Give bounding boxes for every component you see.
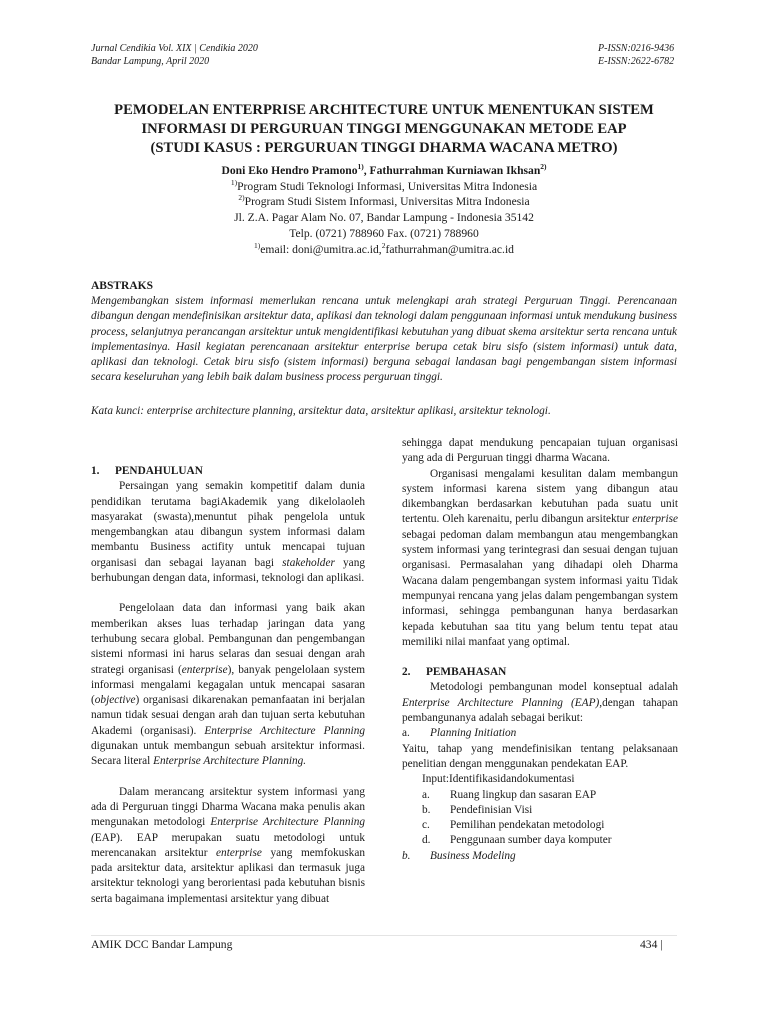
- email-sup-1: 1): [254, 240, 261, 250]
- journal-header: [91, 42, 258, 68]
- author-2: Fathurrahman Kurniawan Ikhsan: [369, 164, 541, 177]
- author-separator: ,: [363, 164, 370, 177]
- italic-term: enterprise: [632, 513, 678, 526]
- text-run: yang memfokuskan pada arsitektur data, arsitektur aplikasi dan termasuk juga arsitektur teknologi yang berorientasi pada kebutuhan bisnis serta bagaimana implementasi arsitektur yang dibuat: [91, 846, 365, 905]
- email-2: fathurrahman@umitra.ac.id: [385, 242, 514, 256]
- left-column: [91, 464, 365, 907]
- text-run: Organisasi mengalami kesulitan dalam membangun system informasi karena sistem yang dibangun atau dikembangkan berdasarkan kebutuhan pada suatu unit tertentu. Oleh karenaitu, perlu dibangun arsitektur: [402, 467, 678, 526]
- issn-print: P-ISSN:0216-9436: [598, 43, 675, 54]
- right-column: [402, 436, 678, 864]
- sub-list: [402, 788, 678, 849]
- section-heading-pendahuluan: [91, 464, 365, 479]
- list-text: Planning Initiation: [430, 727, 517, 740]
- paragraph: [402, 467, 678, 651]
- paragraph: [402, 680, 678, 726]
- footer-institution: AMIK DCC Bandar Lampung: [91, 938, 233, 951]
- affiliation-2: [60, 194, 708, 210]
- author-names: [60, 163, 708, 179]
- list-text: Penggunaan sumber daya komputer: [450, 834, 612, 847]
- address: Jl. Z.A. Pagar Alam No. 07, Bandar Lampung - Indonesia 35142: [234, 211, 534, 225]
- list-text: Pendefinisian Visi: [450, 803, 533, 816]
- sub-list-item: [422, 788, 678, 803]
- list-marker: b.: [422, 803, 431, 816]
- email-sup-2: 2: [381, 240, 386, 250]
- affiliation-2-sup: 2): [238, 193, 245, 203]
- italic-term: Enterprise Architecture Planning.: [153, 755, 307, 768]
- italic-term: enterprise: [216, 846, 262, 859]
- italic-term: objective: [94, 694, 136, 707]
- email-line: [60, 242, 708, 258]
- list-marker: d.: [422, 834, 431, 847]
- author-block: [60, 163, 708, 257]
- text-run: Pengelolaan data dan informasi yang baik akan memberikan akses luas terhadap jaringan data yang terhubung secara global. Pembangunan dan pengembangan sistemi nformasi ini harus selaras dan sesuai dengan arah strategi organisasi (: [91, 602, 365, 676]
- issn-block: [598, 42, 674, 68]
- paper-title: PEMODELAN ENTERPRISE ARCHITECTURE UNTUK MENENTUKAN SISTEM INFORMASI DI PERGURUAN TINGGI MENGGUNAKAN METODE EAP (STUDI KASUS : PERGURUAN TINGGI DHARMA WACANA METRO): [114, 102, 654, 156]
- list-text: Pemilihan pendekatan metodologi: [450, 819, 605, 832]
- section-number: 2.: [402, 666, 411, 679]
- affiliation-1-sup: 1): [230, 177, 238, 187]
- author-2-sup: 2): [540, 162, 547, 172]
- text-run: Dalam merancang arsitektur system informasi yang ada di Perguruan tinggi Dharma Wacana maka penulis akan mengunakan metodologi: [91, 785, 365, 829]
- list-text: Ruang lingkup dan sasaran EAP: [450, 788, 597, 801]
- list-marker: b.: [402, 849, 411, 862]
- page-number: 434 |: [640, 938, 663, 951]
- input-line: Input:Identifikasidandokumentasi: [422, 773, 575, 786]
- affiliation-1: [60, 179, 708, 195]
- issn-online: E-ISSN:2622-6782: [598, 56, 675, 67]
- journal-place-date: Bandar Lampung, April 2020: [91, 56, 210, 67]
- author-1: Doni Eko Hendro Pramono: [221, 164, 358, 177]
- paragraph: Yaitu, tahap yang mendefinisikan tentang pelaksanaan penelitian dengan menggunakan pendekatan EAP.: [402, 742, 678, 770]
- list-marker: a.: [402, 727, 410, 740]
- paragraph: [91, 601, 365, 769]
- italic-term: stakeholder: [282, 556, 335, 569]
- keywords: Kata kunci: enterprise architecture planning, arsitektur data, arsitektur aplikasi, arsitektur teknologi.: [91, 405, 551, 417]
- email-1: email: doni@umitra.ac.id,: [260, 242, 382, 256]
- abstract-heading: ABSTRAKS: [91, 280, 153, 292]
- text-run: Metodologi pembangunan model konseptual adalah: [430, 681, 678, 694]
- text-run: ) organisasi dikarenakan pemanfaatan ini berjalan namun tidak sesuai dengan arah dan tujuan serta kebutuhan Akademi (organisasi).: [91, 694, 365, 737]
- affiliation-2-text: Program Studi Sistem Informasi, Universitas Mitra Indonesia: [244, 195, 530, 209]
- text-run: ), banyak pengelolaan system informasi mengalami kegagalan untuk mencapai sasaran (: [91, 663, 366, 707]
- paragraph: sehingga dapat mendukung pencapaian tujuan organisasi yang ada di Perguruan tinggi dharma Wacana.: [402, 437, 678, 465]
- affiliation-1-text: Program Studi Teknologi Informasi, Universitas Mitra Indonesia: [237, 179, 538, 193]
- list-marker: c.: [422, 819, 430, 832]
- list-item-business-modeling: [402, 849, 678, 864]
- text-run: sebagai pedoman dalam membangun atau mengembangkan system informasi yang terintegrasi dan sesuai dengan tujuan organisasi. Permasalahan yang dihadapi oleh Dharma Wacana dalam pengembangan system informasi yaitu Tidak mempunyai rencana yang jelas dalam pengembangan system informasi, sehingga pembangunan hanya berdasarkan kepada kebutuhan saa titu yang belum tentu tepat atau memiliki nilai manfaat yang optimal.: [402, 528, 678, 648]
- italic-term: Enterprise Architecture Planning (: [91, 816, 366, 844]
- italic-term: Enterprise Architecture Planning: [204, 724, 365, 737]
- section-heading-pembahasan: [402, 665, 678, 680]
- list-text: Business Modeling: [430, 849, 516, 862]
- text-run: dengan tahapan pembangunanya adalah sebagai berikut:: [402, 696, 678, 725]
- sub-list-item: [422, 833, 678, 848]
- text-run: digunakan untuk membangun sebuah arsitektur informasi. Secara literal: [91, 740, 365, 768]
- abstract-body: Mengembangkan sistem informasi memerlukan rencana untuk melengkapi arah strategi Perguruan Tinggi. Perencanaan dibangun dengan mendefinisikan arsitektur data, aplikasi dan teknologi dalam penggunaan informasi untuk mendukung business process, selanjutnya perancangan arsitektur untuk mengidentifikasi kebutuhan yang dibuat skema arsitektur serta rencana untuk implementasinya. Hasil kegiatan perencanaan arsitektur enterprise berupa cetak biru sisfo (sistem informasi) untuk data, aplikasi dan teknologi. Cetak biru sisfo (sistem informasi) berguna sebagai landasan bagi pengembangan sistem informasi secara keseluruhan yang lebih baik dalam business process perguruan tinggi.: [91, 295, 677, 384]
- paragraph: [91, 785, 365, 907]
- footer-rule: [91, 935, 677, 936]
- paragraph: [91, 479, 365, 586]
- italic-term: enterprise: [181, 663, 228, 676]
- text-run: yang berhubungan dengan data, informasi, teknologi dan aplikasi.: [91, 556, 365, 585]
- author-1-sup: 1): [357, 162, 364, 172]
- list-marker: a.: [422, 788, 430, 801]
- section-title: PEMBAHASAN: [426, 666, 507, 679]
- section-title: PENDAHULUAN: [115, 465, 203, 477]
- section-number: 1.: [91, 465, 100, 477]
- list-item-planning-initiation: [402, 726, 678, 741]
- sub-list-item: [422, 818, 678, 833]
- italic-term: Enterprise Architecture Planning (EAP),: [402, 696, 603, 709]
- text-run: EAP). EAP merupakan suatu metodologi untuk merencanakan arsitektur: [91, 831, 365, 859]
- phone-fax: Telp. (0721) 788960 Fax. (0721) 788960: [289, 226, 479, 240]
- text-run: Persaingan yang semakin kompetitif dalam dunia pendidikan terutama bagiAkademik yang dikelolaoleh masyarakat (swasta),menuntut pihak pengelola untuk mengembangkan atau dibangun system informasi dalam membantu Business actifity untuk mencapai tujuan organisasi dan sebagai layanan bagi: [91, 480, 365, 569]
- sub-list-item: [422, 803, 678, 818]
- journal-volume: Jurnal Cendikia Vol. XIX | Cendikia 2020: [91, 43, 258, 54]
